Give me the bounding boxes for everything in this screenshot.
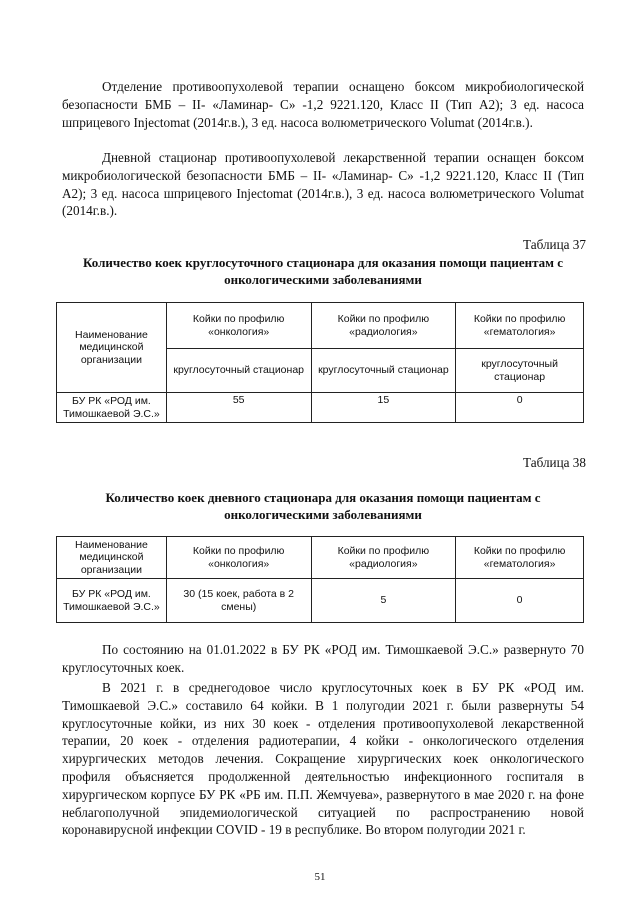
table38-rad-cell: 5 (311, 579, 456, 623)
table37-onc-cell: 55 (166, 393, 311, 423)
table38-header-rad: Койки по профилю «радиология» (311, 537, 456, 579)
table37-subheader-onc: круглосуточный стационар (166, 349, 311, 393)
table37-subheader-rad: круглосуточный стационар (311, 349, 456, 393)
table37-header-hem: Койки по профилю «гематология» (456, 303, 584, 349)
intro-paragraph-1: Отделение противоопухолевой терапии оснащено боксом микробиологической безопасности БМБ – II- «Ламинар- С» -1,2 9221.120, Класс II (Тип А2); 3 ед. насоса шприцевого Injectomat (2014г.в.), 3 ед. насоса волюметрического Volumat (2014г.в.). (62, 79, 584, 130)
table38-caption: Таблица 38 (523, 455, 586, 470)
page-number: 51 (314, 871, 326, 883)
table38-onc-cell: 30 (15 коек, работа в 2 смены) (166, 579, 311, 623)
table37-subheader-hem: круглосуточный стационар (456, 349, 584, 393)
table38-hem-cell: 0 (456, 579, 584, 623)
table37-header-rad: Койки по профилю «радиология» (311, 303, 456, 349)
table37-hem-cell: 0 (456, 393, 584, 423)
intro-paragraph-2: Дневной стационар противоопухолевой лекарственной терапии оснащен боксом микробиологической безопасности БМБ – II- «Ламинар- С» -1,2 9221.120, Класс II (Тип А2); 3 ед. насоса шприцевого Injectomat (2014г.в.), 3 ед. насоса волюметрического Volumat (2014г.в.). (62, 150, 584, 219)
table38-header-onc: Койки по профилю «онкология» (166, 537, 311, 579)
table37-caption: Таблица 37 (523, 237, 586, 252)
table-row (57, 579, 584, 623)
table37-header-org: Наименование медицинской организации (57, 303, 167, 393)
table38-header-hem: Койки по профилю «гематология» (456, 537, 584, 579)
table38-org-cell: БУ РК «РОД им. Тимошкаевой Э.С.» (57, 579, 167, 623)
table38-header-org: Наименование медицинской организации (57, 537, 167, 579)
table-row (57, 393, 584, 423)
body-paragraph-2: В 2021 г. в среднегодовое число круглосуточных коек в БУ РК «РОД им. Тимошкаевой Э.С.» составило 64 койки. В 1 полугодии 2021 г. были развернуты 54 круглосуточные койки, из них 30 коек - отделения противоопухолевой лекарственной терапии, 20 коек - отделения радиотерапии, 4 койки - онкологического отделения хирургических методов лечения. Сокращение хирургических коек онкологического профиля объясняется продолженной деятельностью инфекционного госпиталя в хирургическом корпусе БУ РК «РБ им. П.П. Жемчуева», развернутого в мае 2020 г. на фоне неблагополучной эпидемиологической ситуацией по распространению новой коронавирусной инфекции COVID - 19 в республике. Во втором полугодии 2021 г. (62, 680, 584, 838)
table38-title: Количество коек дневного стационара для оказания помощи пациентам с онкологическими заболеваниями (105, 490, 541, 522)
body-paragraph-1: По состоянию на 01.01.2022 в БУ РК «РОД им. Тимошкаевой Э.С.» развернуто 70 круглосуточных коек. (62, 642, 584, 675)
table37 (56, 302, 584, 423)
table37-rad-cell: 15 (311, 393, 456, 423)
table37-title: Количество коек круглосуточного стационара для оказания помощи пациентам с онкологическими заболеваниями (82, 255, 564, 287)
table37-header-onc: Койки по профилю «онкология» (166, 303, 311, 349)
table37-org-cell: БУ РК «РОД им. Тимошкаевой Э.С.» (57, 393, 167, 423)
table38 (56, 536, 584, 623)
